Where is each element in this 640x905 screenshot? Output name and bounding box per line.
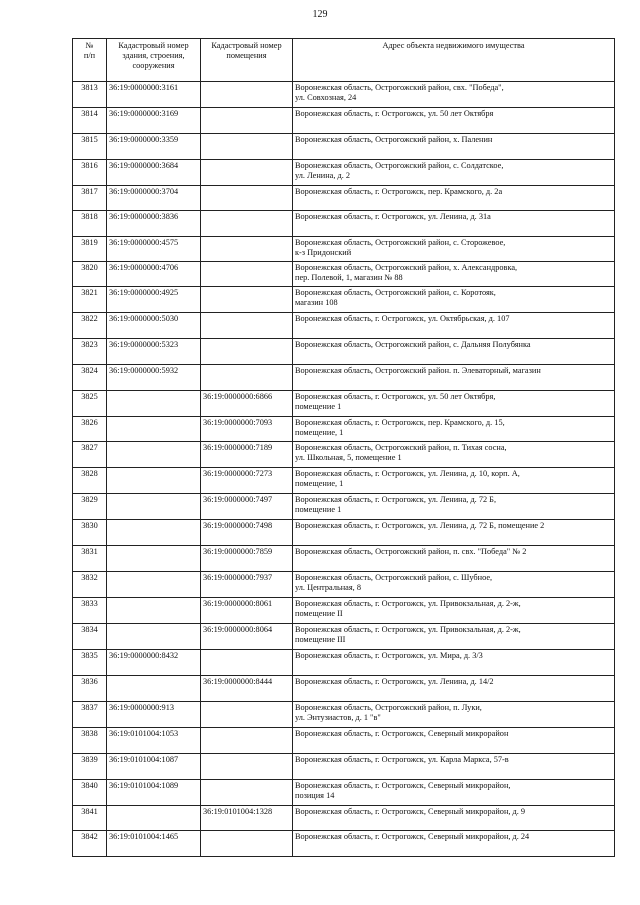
object-address: Воронежская область, г. Острогожск, ул. Привокзальная, д. 2-ж, помещение II [293,598,615,624]
object-address: Воронежская область, Острогожский район, х. Александровка, пер. Полевой, 1, магазин № 88 [293,262,615,287]
row-number: 3814 [73,108,107,134]
object-address: Воронежская область, г. Острогожск, ул. Октябрьская, д. 107 [293,313,615,339]
table-row [73,262,615,287]
row-number: 3820 [73,262,107,287]
object-address: Воронежская область, Острогожский район, с. Солдатское, ул. Ленина, д. 2 [293,160,615,186]
premises-cadastral-number [201,650,293,676]
table-row [73,211,615,237]
premises-cadastral-number: 36:19:0000000:7093 [201,417,293,442]
row-number: 3837 [73,702,107,728]
property-registry-table [72,38,615,857]
object-address: Воронежская область, г. Острогожск, пер. Крамского, д. 15, помещение, 1 [293,417,615,442]
table-row [73,650,615,676]
building-cadastral-number [107,468,201,494]
table-row [73,546,615,572]
building-cadastral-number [107,624,201,650]
table-row [73,780,615,806]
building-cadastral-number: 36:19:0000000:4925 [107,287,201,313]
building-cadastral-number: 36:19:0000000:3169 [107,108,201,134]
table-row [73,82,615,108]
row-number: 3822 [73,313,107,339]
premises-cadastral-number: 36:19:0000000:7937 [201,572,293,598]
building-cadastral-number [107,598,201,624]
premises-cadastral-number [201,262,293,287]
object-address: Воронежская область, г. Острогожск, ул. Ленина, д. 10, корп. А, помещение, 1 [293,468,615,494]
building-cadastral-number [107,417,201,442]
object-address: Воронежская область, г. Острогожск, ул. Карла Маркса, 57-в [293,754,615,780]
table-row [73,468,615,494]
building-cadastral-number [107,520,201,546]
header-row [73,39,615,82]
object-address: Воронежская область, г. Острогожск, Северный микрорайон, д. 9 [293,806,615,831]
premises-cadastral-number [201,186,293,211]
object-address: Воронежская область, Острогожский район. п. Элеваторный, магазин [293,365,615,391]
building-cadastral-number: 36:19:0000000:8432 [107,650,201,676]
object-address: Воронежская область, г. Острогожск, ул. Ленина, д. 72 Б, помещение 1 [293,494,615,520]
building-cadastral-number: 36:19:0000000:4706 [107,262,201,287]
object-address: Воронежская область, г. Острогожск, ул. 50 лет Октября [293,108,615,134]
building-cadastral-number [107,546,201,572]
row-number: 3832 [73,572,107,598]
row-number: 3830 [73,520,107,546]
table-row [73,831,615,857]
premises-cadastral-number: 36:19:0000000:8064 [201,624,293,650]
header-premises-cadastral: Кадастровый номер помещения [201,39,293,82]
table-row [73,624,615,650]
row-number: 3836 [73,676,107,702]
row-number: 3829 [73,494,107,520]
premises-cadastral-number [201,134,293,160]
premises-cadastral-number [201,365,293,391]
table-row [73,494,615,520]
table-row [73,598,615,624]
premises-cadastral-number: 36:19:0000000:7189 [201,442,293,468]
building-cadastral-number: 36:19:0000000:3684 [107,160,201,186]
row-number: 3826 [73,417,107,442]
table-row [73,339,615,365]
object-address: Воронежская область, г. Острогожск, Северный микрорайон, д. 24 [293,831,615,857]
object-address: Воронежская область, г. Острогожск, Северный микрорайон [293,728,615,754]
object-address: Воронежская область, Острогожский район, х. Паленин [293,134,615,160]
row-number: 3827 [73,442,107,468]
table-row [73,520,615,546]
table-row [73,287,615,313]
building-cadastral-number: 36:19:0000000:913 [107,702,201,728]
premises-cadastral-number [201,108,293,134]
building-cadastral-number: 36:19:0000000:5030 [107,313,201,339]
row-number: 3828 [73,468,107,494]
row-number: 3842 [73,831,107,857]
building-cadastral-number: 36:19:0000000:3836 [107,211,201,237]
table-row [73,806,615,831]
object-address: Воронежская область, г. Острогожск, ул. Ленина, д. 14/2 [293,676,615,702]
building-cadastral-number [107,442,201,468]
table-row [73,391,615,417]
row-number: 3824 [73,365,107,391]
object-address: Воронежская область, Острогожский район, с. Коротояк, магазин 108 [293,287,615,313]
row-number: 3825 [73,391,107,417]
building-cadastral-number: 36:19:0000000:3359 [107,134,201,160]
row-number: 3815 [73,134,107,160]
object-address: Воронежская область, Острогожский район, с. Сторожевое, к-з Придонский [293,237,615,262]
premises-cadastral-number [201,754,293,780]
table-row [73,417,615,442]
object-address: Воронежская область, Острогожский район, п. Луки, ул. Энтузиастов, д. 1 "в" [293,702,615,728]
row-number: 3838 [73,728,107,754]
table-row [73,134,615,160]
premises-cadastral-number [201,339,293,365]
row-number: 3834 [73,624,107,650]
table-row [73,108,615,134]
header-num: № п/п [73,39,107,82]
object-address: Воронежская область, Острогожский район, с. Дальняя Полубянка [293,339,615,365]
building-cadastral-number: 36:19:0101004:1087 [107,754,201,780]
table-row [73,237,615,262]
row-number: 3831 [73,546,107,572]
building-cadastral-number [107,494,201,520]
table-row [73,365,615,391]
row-number: 3817 [73,186,107,211]
building-cadastral-number: 36:19:0101004:1053 [107,728,201,754]
premises-cadastral-number [201,831,293,857]
table-header [73,39,615,82]
table-row [73,313,615,339]
building-cadastral-number: 36:19:0000000:4575 [107,237,201,262]
building-cadastral-number: 36:19:0000000:5932 [107,365,201,391]
row-number: 3835 [73,650,107,676]
object-address: Воронежская область, г. Острогожск, ул. Мира, д. 3/3 [293,650,615,676]
object-address: Воронежская область, г. Острогожск, ул. 50 лет Октября, помещение 1 [293,391,615,417]
page-number: 129 [312,9,328,20]
object-address: Воронежская область, г. Острогожск, ул. Привокзальная, д. 2-ж, помещение III [293,624,615,650]
building-cadastral-number [107,676,201,702]
premises-cadastral-number [201,313,293,339]
building-cadastral-number [107,806,201,831]
table-row [73,186,615,211]
premises-cadastral-number: 36:19:0000000:7859 [201,546,293,572]
premises-cadastral-number [201,728,293,754]
premises-cadastral-number [201,287,293,313]
object-address: Воронежская область, г. Острогожск, ул. Ленина, д. 31а [293,211,615,237]
table-row [73,676,615,702]
object-address: Воронежская область, г. Острогожск, Северный микрорайон, позиция 14 [293,780,615,806]
premises-cadastral-number: 36:19:0101004:1328 [201,806,293,831]
table-row [73,754,615,780]
object-address: Воронежская область, Острогожский район, п. Тихая сосна, ул. Школьная, 5, помещение 1 [293,442,615,468]
object-address: Воронежская область, Острогожский район, с. Шубное, ул. Центральная, 8 [293,572,615,598]
object-address: Воронежская область, Острогожский район, свх. "Победа", ул. Совхозная, 24 [293,82,615,108]
object-address: Воронежская область, Острогожский район, п. свх. "Победа" № 2 [293,546,615,572]
building-cadastral-number: 36:19:0101004:1089 [107,780,201,806]
header-address: Адрес объекта недвижимого имущества [293,39,615,82]
table-row [73,572,615,598]
building-cadastral-number: 36:19:0000000:3704 [107,186,201,211]
row-number: 3839 [73,754,107,780]
premises-cadastral-number: 36:19:0000000:8061 [201,598,293,624]
premises-cadastral-number [201,702,293,728]
table-row [73,442,615,468]
premises-cadastral-number [201,211,293,237]
table-body [73,82,615,857]
building-cadastral-number [107,391,201,417]
row-number: 3813 [73,82,107,108]
object-address: Воронежская область, г. Острогожск, ул. Ленина, д. 72 Б, помещение 2 [293,520,615,546]
building-cadastral-number: 36:19:0101004:1465 [107,831,201,857]
row-number: 3840 [73,780,107,806]
row-number: 3818 [73,211,107,237]
premises-cadastral-number [201,780,293,806]
row-number: 3823 [73,339,107,365]
premises-cadastral-number: 36:19:0000000:6866 [201,391,293,417]
premises-cadastral-number: 36:19:0000000:7497 [201,494,293,520]
premises-cadastral-number [201,82,293,108]
premises-cadastral-number: 36:19:0000000:8444 [201,676,293,702]
row-number: 3841 [73,806,107,831]
building-cadastral-number: 36:19:0000000:5323 [107,339,201,365]
table-row [73,160,615,186]
table-row [73,702,615,728]
building-cadastral-number [107,572,201,598]
premises-cadastral-number [201,237,293,262]
building-cadastral-number: 36:19:0000000:3161 [107,82,201,108]
premises-cadastral-number: 36:19:0000000:7273 [201,468,293,494]
row-number: 3819 [73,237,107,262]
row-number: 3833 [73,598,107,624]
object-address: Воронежская область, г. Острогожск, пер. Крамского, д. 2а [293,186,615,211]
table-row [73,728,615,754]
row-number: 3821 [73,287,107,313]
row-number: 3816 [73,160,107,186]
header-building-cadastral: Кадастровый номер здания, строения, сооружения [107,39,201,82]
premises-cadastral-number [201,160,293,186]
premises-cadastral-number: 36:19:0000000:7498 [201,520,293,546]
